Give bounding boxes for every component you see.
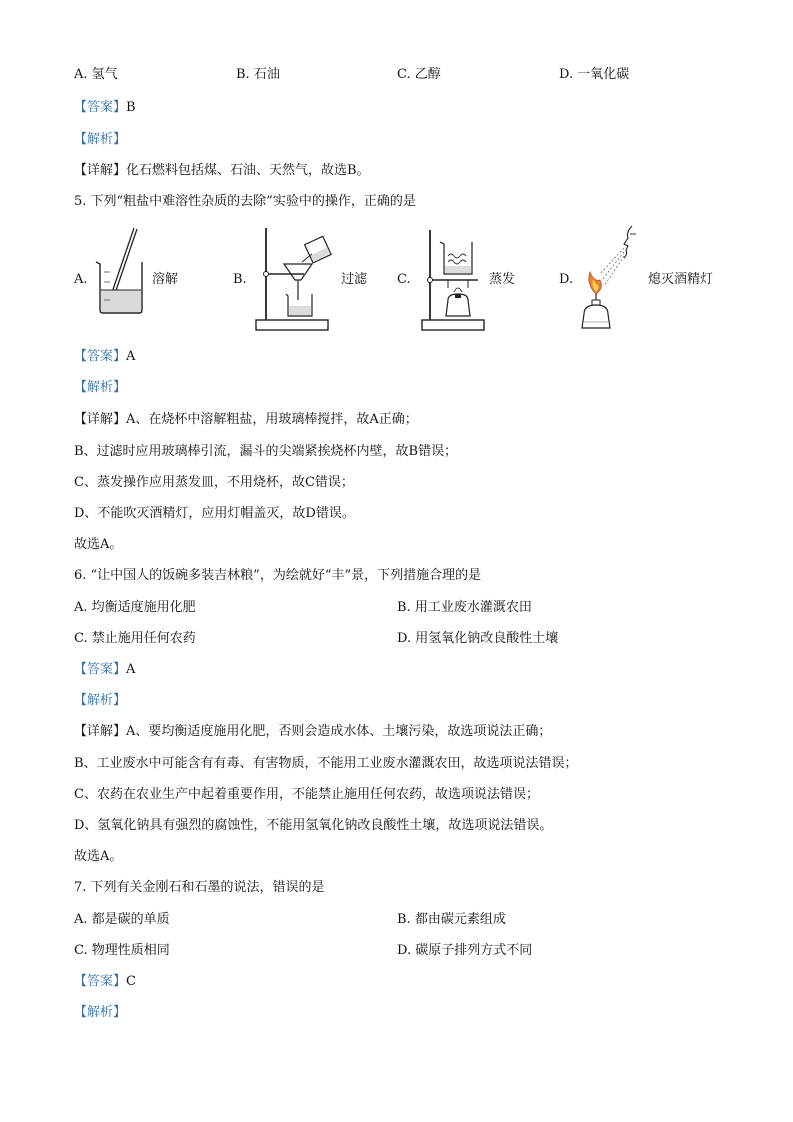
q4-option-c: C. 乙醇 <box>397 67 441 82</box>
q5-stem: 5. 下列“粗盐中难溶性杂质的去除”实验中的操作，正确的是 <box>74 194 416 209</box>
q7-stem: 7. 下列有关金刚石和石墨的说法，错误的是 <box>74 880 325 895</box>
q4-option-b: B. 石油 <box>236 67 280 82</box>
q6-detail-line-1 <box>74 723 551 741</box>
filtration-figure <box>252 224 332 334</box>
q5-figure-d-label: 熄灭酒精灯 <box>648 272 714 287</box>
q5-figure-a-label: 溶解 <box>152 272 179 287</box>
detail-text: A、在烧杯中溶解粗盐，用玻璃棒搅拌，故A正确； <box>126 412 418 427</box>
q5-figure-d-letter: D. <box>559 272 574 287</box>
answer-value: A <box>126 349 136 364</box>
q6-analysis-tag: 【解析】 <box>74 693 127 708</box>
answer-tag: 【答案】 <box>74 662 127 677</box>
q6-detail-line-2: B、工业废水中可能含有有毒、有害物质，不能用工业废水灌溉农田，故选项说法错误； <box>74 756 578 771</box>
q6-stem: 6. “让中国人的饭碗多装吉林粮”，为绘就好“丰”景，下列措施合理的是 <box>74 568 482 583</box>
q6-option-a: A. 均衡适度施用化肥 <box>74 600 196 615</box>
q4-option-a: A. 氢气 <box>74 67 118 82</box>
q4-analysis-tag: 【解析】 <box>74 132 127 147</box>
q5-detail-line-3: C、蒸发操作应用蒸发皿，不用烧杯，故C错误； <box>74 475 354 490</box>
q7-option-a: A. 都是碳的单质 <box>74 912 170 927</box>
answer-value: B <box>126 100 136 115</box>
q4-detail <box>74 162 370 180</box>
q5-answer <box>74 348 135 366</box>
q5-analysis-tag: 【解析】 <box>74 380 127 395</box>
q6-option-d: D. 用氢氧化钠改良酸性土壤 <box>397 631 559 646</box>
q7-analysis-tag: 【解析】 <box>74 1005 127 1020</box>
answer-value: C <box>126 974 136 989</box>
detail-text: A、要均衡适度施用化肥，否则会造成水体、土壤污染，故选项说法正确； <box>126 724 552 739</box>
beaker-stirring-figure <box>92 224 148 316</box>
detail-tag: 【详解】 <box>74 724 127 739</box>
answer-tag: 【答案】 <box>74 100 127 115</box>
detail-text: 化石燃料包括煤、石油、天然气，故选B。 <box>126 163 370 178</box>
q4-answer <box>74 99 136 117</box>
q5-detail-line-1 <box>74 411 418 429</box>
q5-figure-b-letter: B. <box>233 272 247 287</box>
q5-figure-c-label: 蒸发 <box>489 272 516 287</box>
q7-option-b: B. 都由碳元素组成 <box>397 912 506 927</box>
answer-tag: 【答案】 <box>74 349 127 364</box>
q6-conclusion: 故选A。 <box>74 849 123 864</box>
q5-figure-b-label: 过滤 <box>341 272 368 287</box>
detail-tag: 【详解】 <box>74 163 127 178</box>
q7-answer <box>74 973 136 991</box>
q7-option-c: C. 物理性质相同 <box>74 943 170 958</box>
q5-conclusion: 故选A。 <box>74 537 123 552</box>
answer-tag: 【答案】 <box>74 974 127 989</box>
blow-out-lamp-figure <box>574 222 646 334</box>
q6-detail-line-3: C、农药在农业生产中起着重要作用，不能禁止施用任何农药，故选项说法错误； <box>74 787 539 802</box>
q7-option-d: D. 碳原子排列方式不同 <box>397 943 533 958</box>
q5-detail-line-4: D、不能吹灭酒精灯，应用灯帽盖灭，故D错误。 <box>74 506 355 521</box>
q6-option-b: B. 用工业废水灌溉农田 <box>397 600 532 615</box>
q6-answer <box>74 661 135 679</box>
answer-value: A <box>126 662 136 677</box>
q6-option-c: C. 禁止施用任何农药 <box>74 631 196 646</box>
q5-figure-a-letter: A. <box>74 272 88 287</box>
q6-detail-line-4: D、氢氧化钠具有强烈的腐蚀性，不能用氢氧化钠改良酸性土壤，故选项说法错误。 <box>74 818 553 833</box>
q5-figure-c-letter: C. <box>397 272 411 287</box>
q5-detail-line-2: B、过滤时应用玻璃棒引流，漏斗的尖端紧挨烧杯内壁，故B错误； <box>74 444 458 459</box>
q4-option-d: D. 一氧化碳 <box>559 67 630 82</box>
detail-tag: 【详解】 <box>74 412 127 427</box>
evaporation-figure <box>418 228 488 332</box>
